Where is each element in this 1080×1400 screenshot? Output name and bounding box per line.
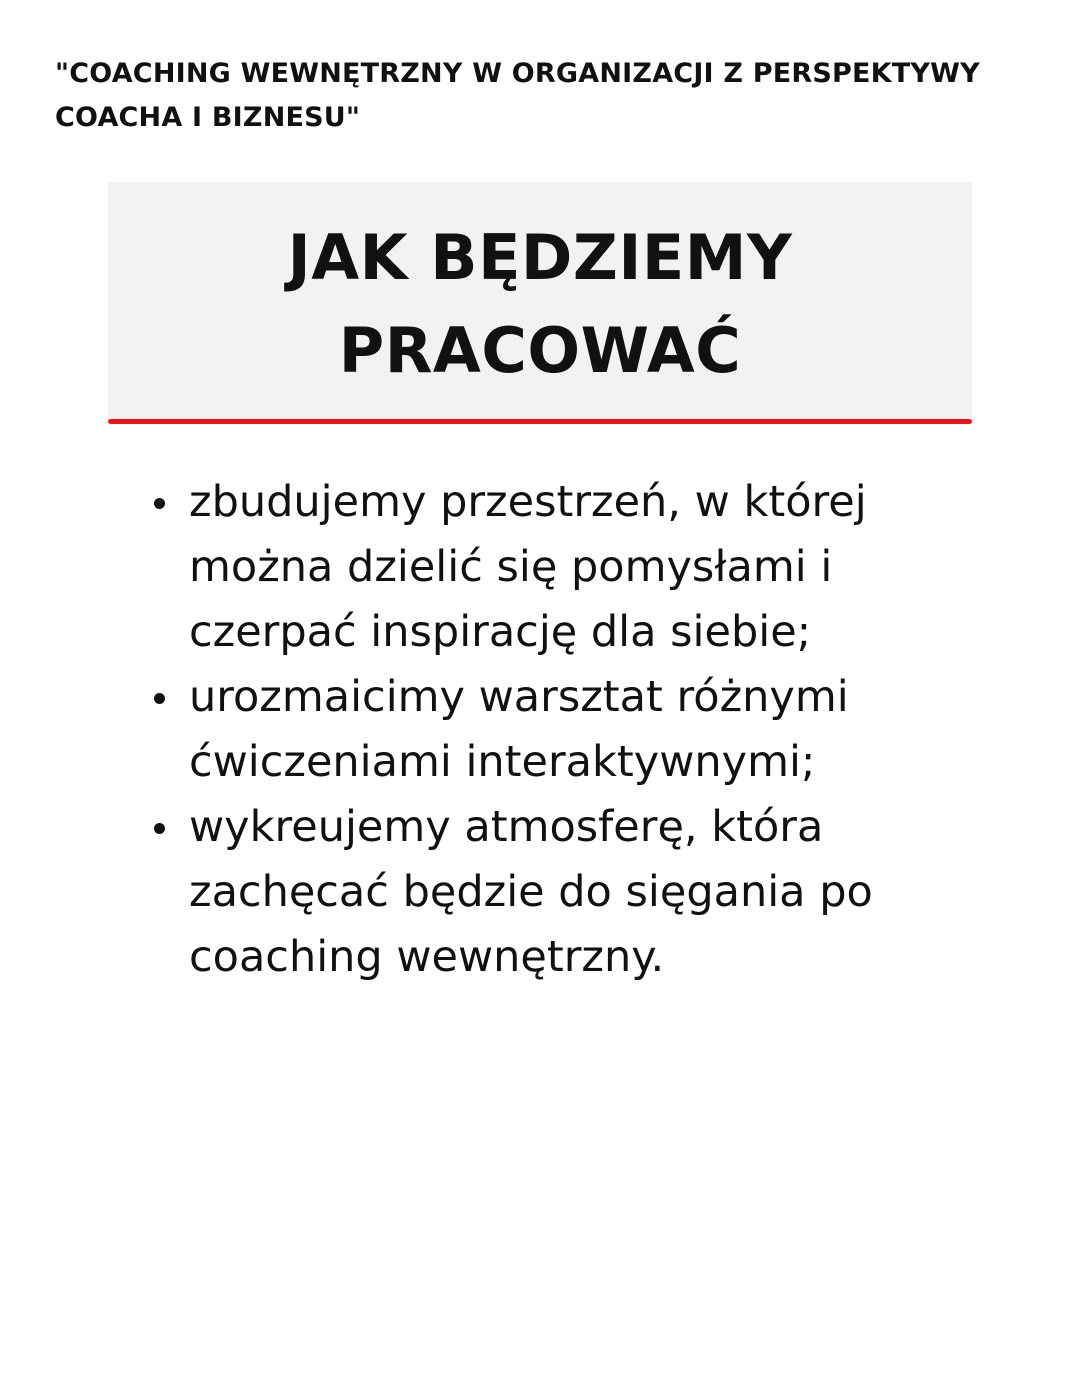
document-header-title: "COACHING WEWNĘTRZNY W ORGANIZACJI Z PERSPEKTYWY COACHA I BIZNESU" — [55, 58, 980, 133]
bullet-dot-icon — [154, 823, 165, 834]
hero-heading-line-2: PRACOWAĆ — [338, 314, 742, 387]
hero-heading-line-1: JAK BĘDZIEMY — [287, 221, 793, 294]
bullet-dot-icon — [154, 693, 165, 704]
bullet-dot-icon — [154, 498, 165, 509]
red-accent-divider — [108, 419, 972, 424]
list-item-text: zbudujemy przestrzeń, w której można dzielić się pomysłami i czerpać inspirację dla siebie; — [189, 477, 867, 657]
list-item — [145, 665, 905, 795]
hero-heading — [288, 205, 793, 397]
list-item — [145, 795, 905, 990]
work-method-list — [145, 470, 905, 990]
list-item-text: urozmaicimy warsztat różnymi ćwiczeniami interaktywnymi; — [189, 672, 849, 787]
hero-heading-box — [108, 182, 972, 420]
list-item-text: wykreujemy atmosferę, która zachęcać będzie do sięgania po coaching wewnętrzny. — [189, 802, 873, 982]
list-item — [145, 470, 905, 665]
